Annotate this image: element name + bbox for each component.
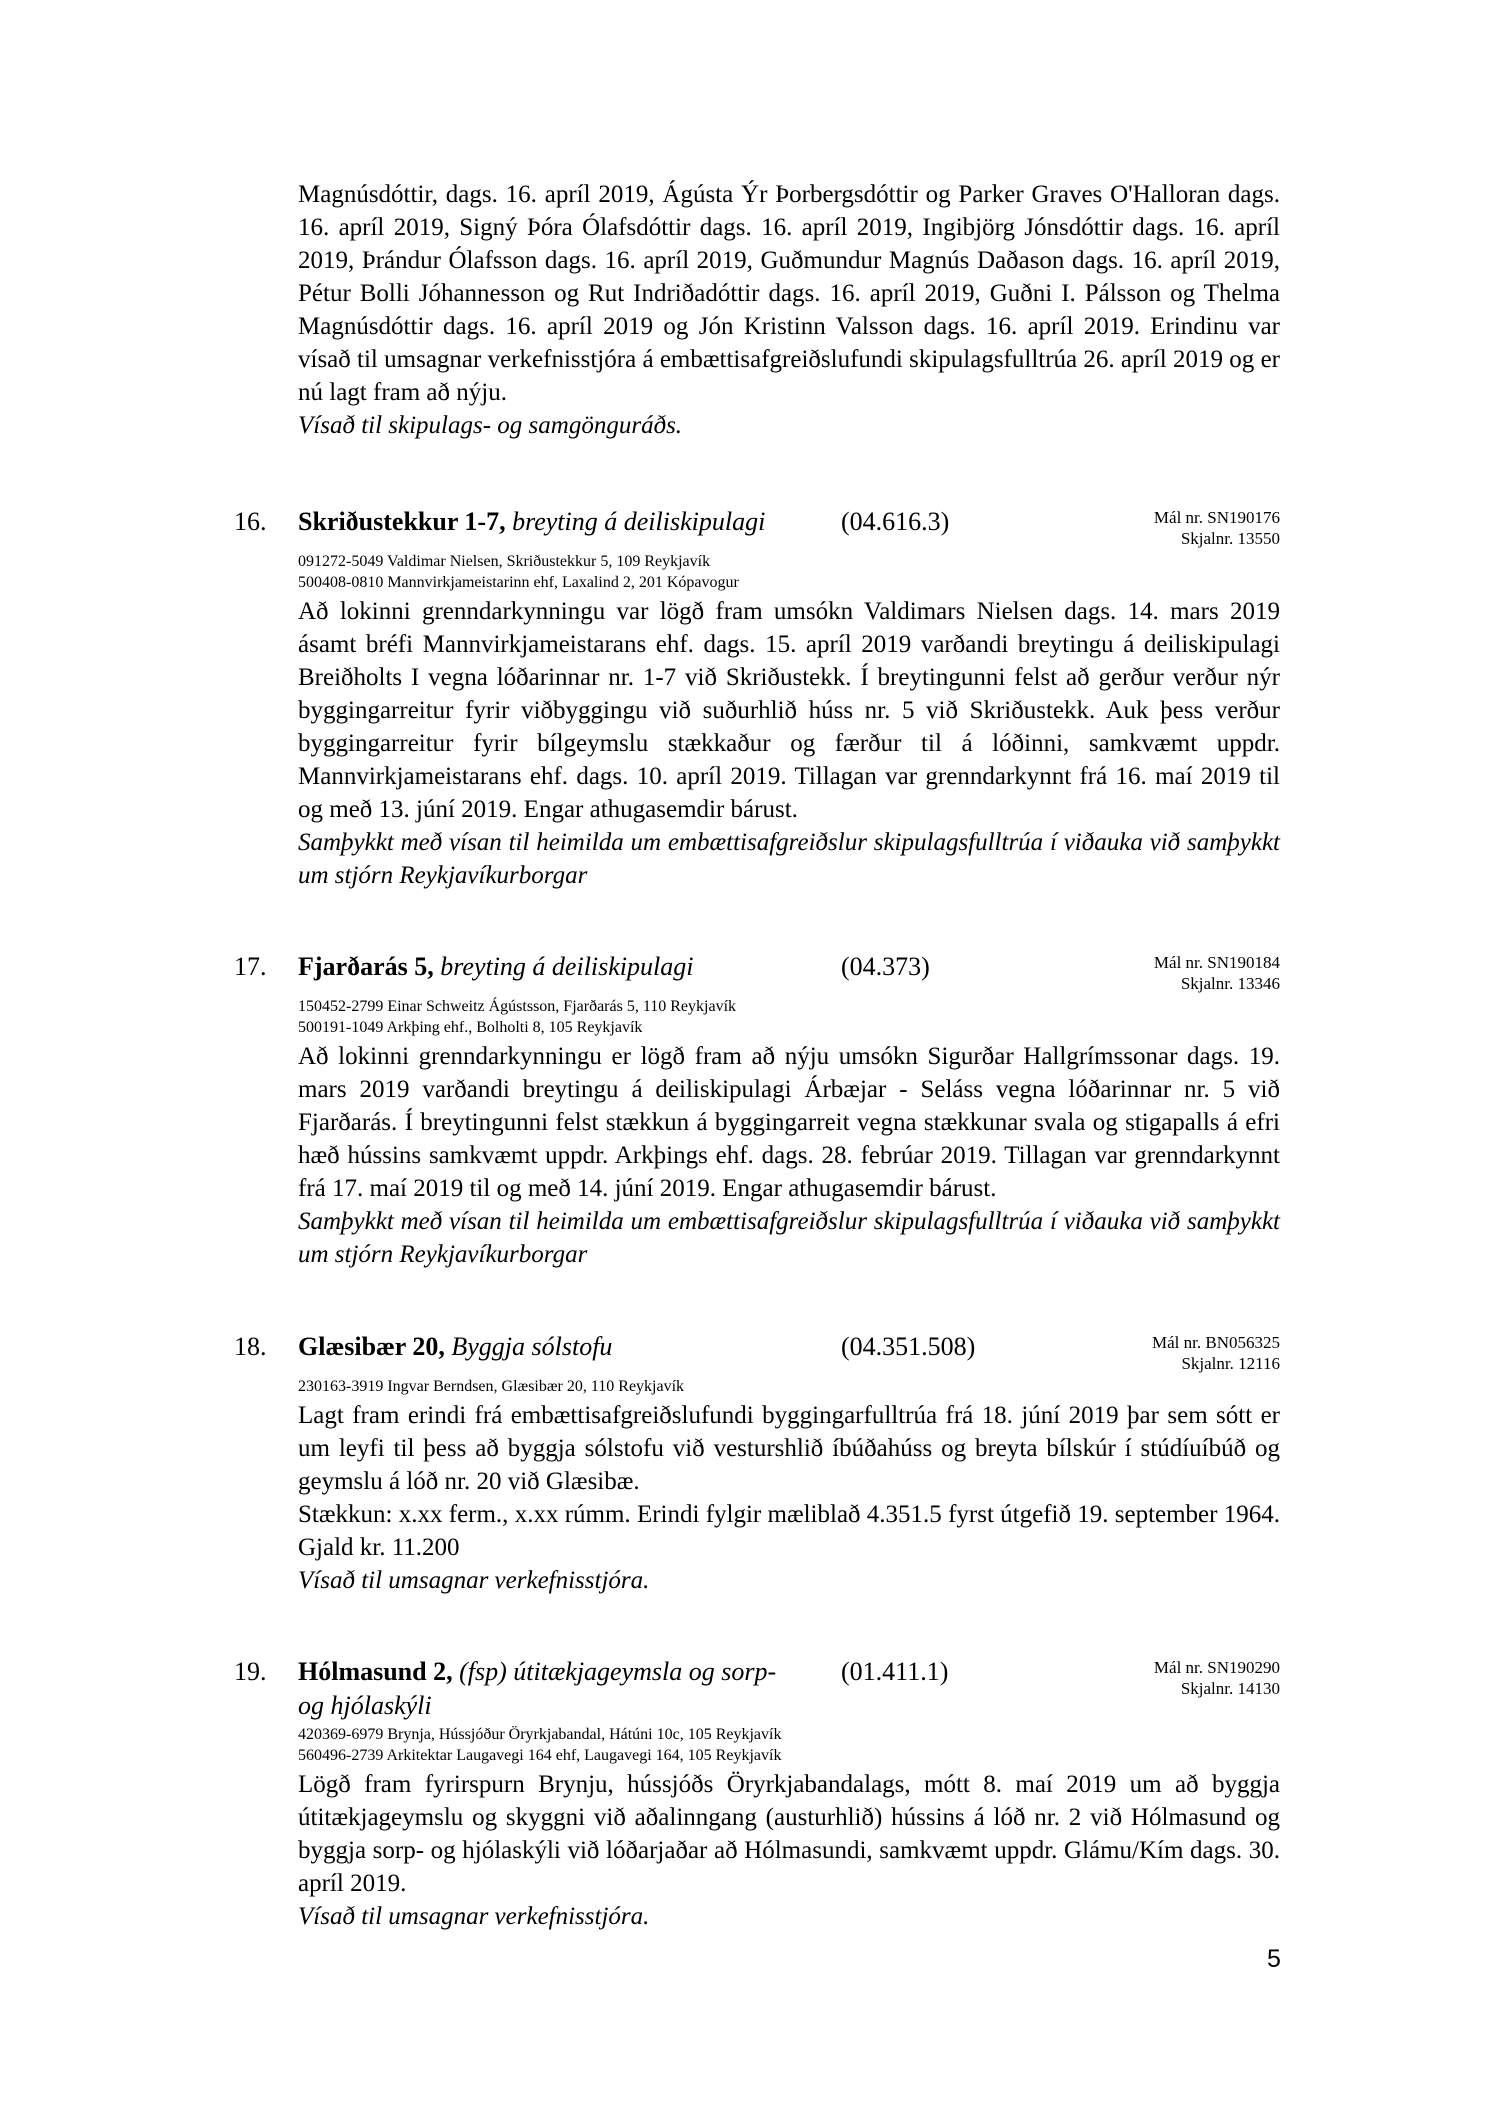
party-line: 500191-1049 Arkþing ehf., Bolholti 8, 105 Reykjavík [298,1019,643,1036]
item-code: (01.411.1) [841,1657,949,1686]
skjalnr: Skjalnr. 13550 [1180,529,1280,548]
item-text: Lögð fram fyrirspurn Brynju, hússjóðs Öryrkjabandalags, mótt 8. maí 2019 um að byggja útitækjageymslu og skyggni við aðalinngang (austurhlið) hússins á lóð nr. 2 við Hólmasund og byggja sorp- og hjólaskýli við lóðarjaðar að Hólmasundi, samkvæmt uppdr. Glámu/Kím dags. 30. apríl 2019. [298,1771,1280,1897]
party-line: 230163-3919 Ingvar Berndsen, Glæsibær 20, 110 Reykjavík [298,1378,685,1395]
item-text: Að lokinni grenndarkynningu er lögð fram að nýju umsókn Sigurðar Hallgrímssonar dags. 19. mars 2019 varðandi breytingu á deiliskipulagi Árbæjar - Seláss vegna lóðarinnar nr. 5 við Fjarðarás. Í breytingunni felst stækkun á byggingarreit vegna stækkunar svala og stigapalls á efri hæð hússins samkvæmt uppdr. Arkþings ehf. dags. 28. febrúar 2019. Tillagan var grenndarkynnt frá 17. maí 2019 til og með 14. júní 2019. Engar athugasemdir bárust. [298,1043,1280,1202]
item-code: (04.351.508) [841,1332,976,1361]
item-subject: breyting á deiliskipulagi [512,507,766,536]
item-reference [1154,507,1280,549]
intro-text: Magnúsdóttir, dags. 16. apríl 2019, Ágústa Ýr Þorbergsdóttir og Parker Graves O'Halloran dags. 16. apríl 2019, Signý Þóra Ólafsdóttir dags. 16. apríl 2019, Ingibjörg Jónsdóttir dags. 16. apríl 2019, Þrándur Ólafsson dags. 16. apríl 2019, Guðmundur Magnús Daðason dags. 16. apríl 2019, Pétur Bolli Jóhannesson og Rut Indriðadóttir dags. 16. apríl 2019, Guðni I. Pálsson og Thelma Magnúsdóttir dags. 16. apríl 2019 og Jón Kristinn Valsson dags. 16. apríl 2019. Erindinu var vísað til umsagnar verkefnisstjóra á embættisafgreiðslufundi skipulagsfulltrúa 26. apríl 2019 og er nú lagt fram að nýju. [298,181,1280,406]
item-number: 18. [234,1332,267,1361]
item-outcome: Samþykkt með vísan til heimilda um embættisafgreiðslur skipulagsfulltrúa í viðauka við samþykkt um stjórn Reykjavíkurborgar [298,829,1280,889]
item-subject: breyting á deiliskipulagi [440,952,694,981]
item-subject: Byggja sólstofu [451,1332,613,1361]
item-body [298,1768,1280,1933]
item-number: 17. [234,952,267,981]
item-name: Glæsibær 20, [298,1332,445,1361]
party-line: 500408-0810 Mannvirkjameistarinn ehf, Laxalind 2, 201 Kópavogur [298,574,739,591]
item-body [298,1040,1280,1271]
item-name: Fjarðarás 5, [298,952,434,981]
item-title [298,505,818,539]
mal-nr: Mál nr. SN190176 [1153,508,1280,527]
party-line: 420369-6979 Brynja, Hússjóður Öryrkjabandal, Hátúni 10c, 105 Reykjavík [298,1726,782,1743]
mal-nr: Mál nr. BN056325 [1152,1333,1280,1352]
item-reference [1154,1657,1280,1699]
item-subject: (fsp) útitækjageymsla og sorp- og hjólaskýli [298,1657,777,1720]
item-reference [1152,1332,1280,1374]
item-outcome: Samþykkt með vísan til heimilda um embættisafgreiðslur skipulagsfulltrúa í viðauka við samþykkt um stjórn Reykjavíkurborgar [298,1208,1280,1268]
party-line: 150452-2799 Einar Schweitz Ágústsson, Fjarðarás 5, 110 Reykjavík [298,998,737,1015]
item-code: (04.373) [841,952,930,981]
mal-nr: Mál nr. SN190184 [1153,953,1280,972]
intro-paragraph [298,178,1280,442]
item-code: (04.616.3) [841,507,950,536]
intro-outcome: Vísað til skipulags- og samgönguráðs. [298,412,683,439]
page-number: 5 [1267,1945,1281,1973]
item-title [298,1655,778,1723]
party-line: 091272-5049 Valdimar Nielsen, Skriðustekkur 5, 109 Reykjavík [298,553,711,570]
item-text: Að lokinni grenndarkynningu var lögð fram umsókn Valdimars Nielsen dags. 14. mars 2019 ásamt bréfi Mannvirkjameistarans ehf. dags. 15. apríl 2019 varðandi breytingu á deiliskipulagi Breiðholts I vegna lóðarinnar nr. 1-7 við Skriðustekk. Í breytingunni felst að gerður verður nýr byggingarreitur fyrir viðbyggingu við suðurhlið húss nr. 5 við Skriðustekk. Auk þess verður byggingarreitur fyrir bílgeymslu stækkaður og færður til á lóðinni, samkvæmt uppdr. Mannvirkjameistarans ehf. dags. 10. apríl 2019. Tillagan var grenndarkynnt frá 16. maí 2019 til og með 13. júní 2019. Engar athugasemdir bárust. [298,598,1280,823]
party-line: 560496-2739 Arkitektar Laugavegi 164 ehf, Laugavegi 164, 105 Reykjavík [298,1747,782,1764]
item-title [298,950,818,984]
item-reference [1154,952,1280,994]
item-outcome: Vísað til umsagnar verkefnisstjóra. [298,1903,650,1930]
item-name: Skriðustekkur 1-7, [298,507,506,536]
item-body [298,1399,1280,1597]
item-number: 16. [234,507,267,536]
item-number: 19. [234,1657,267,1686]
item-text-2: Stækkun: x.xx ferm., x.xx rúmm. Erindi fylgir mæliblað 4.351.5 fyrst útgefið 19. september 1964. Gjald kr. 11.200 [298,1501,1280,1561]
item-outcome: Vísað til umsagnar verkefnisstjóra. [298,1567,650,1594]
item-name: Hólmasund 2, [298,1657,453,1686]
item-body [298,595,1280,892]
skjalnr: Skjalnr. 13346 [1180,974,1280,993]
skjalnr: Skjalnr. 14130 [1180,1679,1280,1698]
item-text: Lagt fram erindi frá embættisafgreiðslufundi byggingarfulltrúa frá 18. júní 2019 þar sem sótt er um leyfi til þess að byggja sólstofu við vesturshlið íbúðahúss og breyta bílskúr í stúdíuíbúð og geymslu á lóð nr. 20 við Glæsibæ. [298,1402,1280,1495]
item-title [298,1330,818,1364]
mal-nr: Mál nr. SN190290 [1153,1658,1280,1677]
skjalnr: Skjalnr. 12116 [1181,1354,1280,1373]
